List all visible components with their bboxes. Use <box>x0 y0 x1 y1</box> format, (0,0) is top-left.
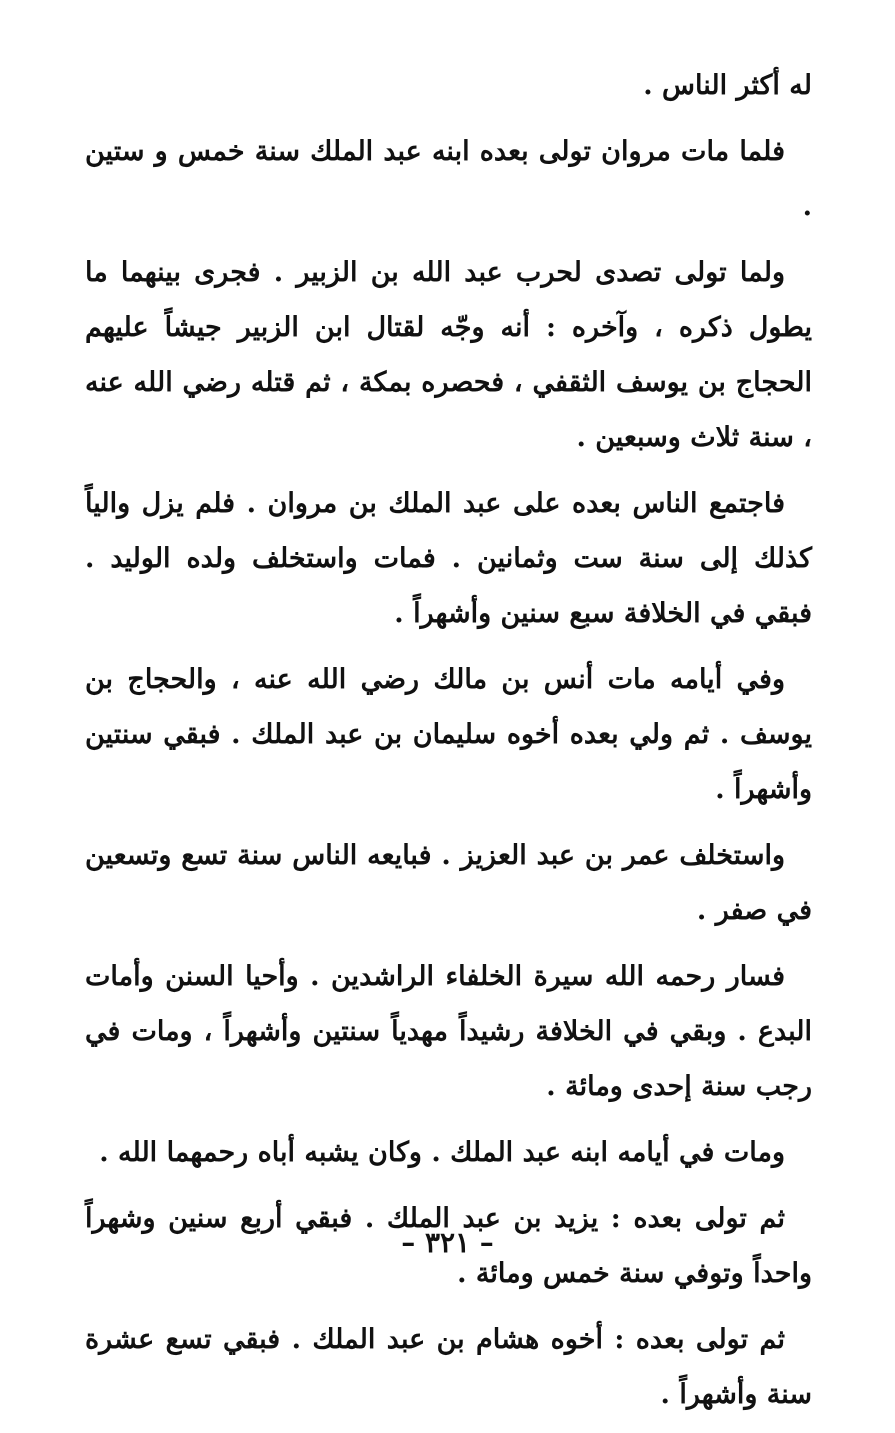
paragraph-8: ومات في أيامه ابنه عبد الملك . وكان يشبه أباه رحمهما الله . <box>99 1137 785 1168</box>
paragraph-5: وفي أيامه مات أنس بن مالك رضي الله عنه ، والحجاج بن يوسف . ثم ولي بعده أخوه سليمان بن عبد الملك . فبقي سنتين وأشهراً . <box>85 664 812 805</box>
paragraph-10: ثم تولى بعده : أخوه هشام بن عبد الملك . فبقي تسع عشرة سنة وأشهراً . <box>85 1324 812 1410</box>
paragraph-6: واستخلف عمر بن عبد العزيز . فبايعه الناس سنة تسع وتسعين في صفر . <box>85 840 812 926</box>
paragraph-4: فاجتمع الناس بعده على عبد الملك بن مروان . فلم يزل والياً كذلك إلى سنة ست وثمانين . فمات واستخلف ولده الوليد . فبقي في الخلافة سبع سنين وأشهراً . <box>85 488 812 629</box>
paragraph-9: ثم تولى بعده : يزيد بن عبد الملك . فبقي أربع سنين وشهراً واحداً وتوفي سنة خمس ومائة . <box>85 1203 812 1289</box>
paragraph-3: ولما تولى تصدى لحرب عبد الله بن الزبير . فجرى بينهما ما يطول ذكره ، وآخره : أنه وجّه لقتال ابن الزبير جيشاً عليهم الحجاج بن يوسف الثقفي ، فحصره بمكة ، ثم قتله رضي الله عنه ، سنة ثلاث وسبعين . <box>85 257 812 453</box>
paragraph-7: فسار رحمه الله سيرة الخلفاء الراشدين . وأحيا السنن وأمات البدع . وبقي في الخلافة رشيداً مهدياً سنتين وأشهراً ، ومات في رجب سنة إحدى ومائة . <box>85 961 812 1102</box>
paragraph-2: فلما مات مروان تولى بعده ابنه عبد الملك سنة خمس و ستين . <box>85 136 812 222</box>
paragraph-1: له أكثر الناس . <box>643 70 812 101</box>
page-number: – ٣٢١ – <box>401 1226 494 1259</box>
